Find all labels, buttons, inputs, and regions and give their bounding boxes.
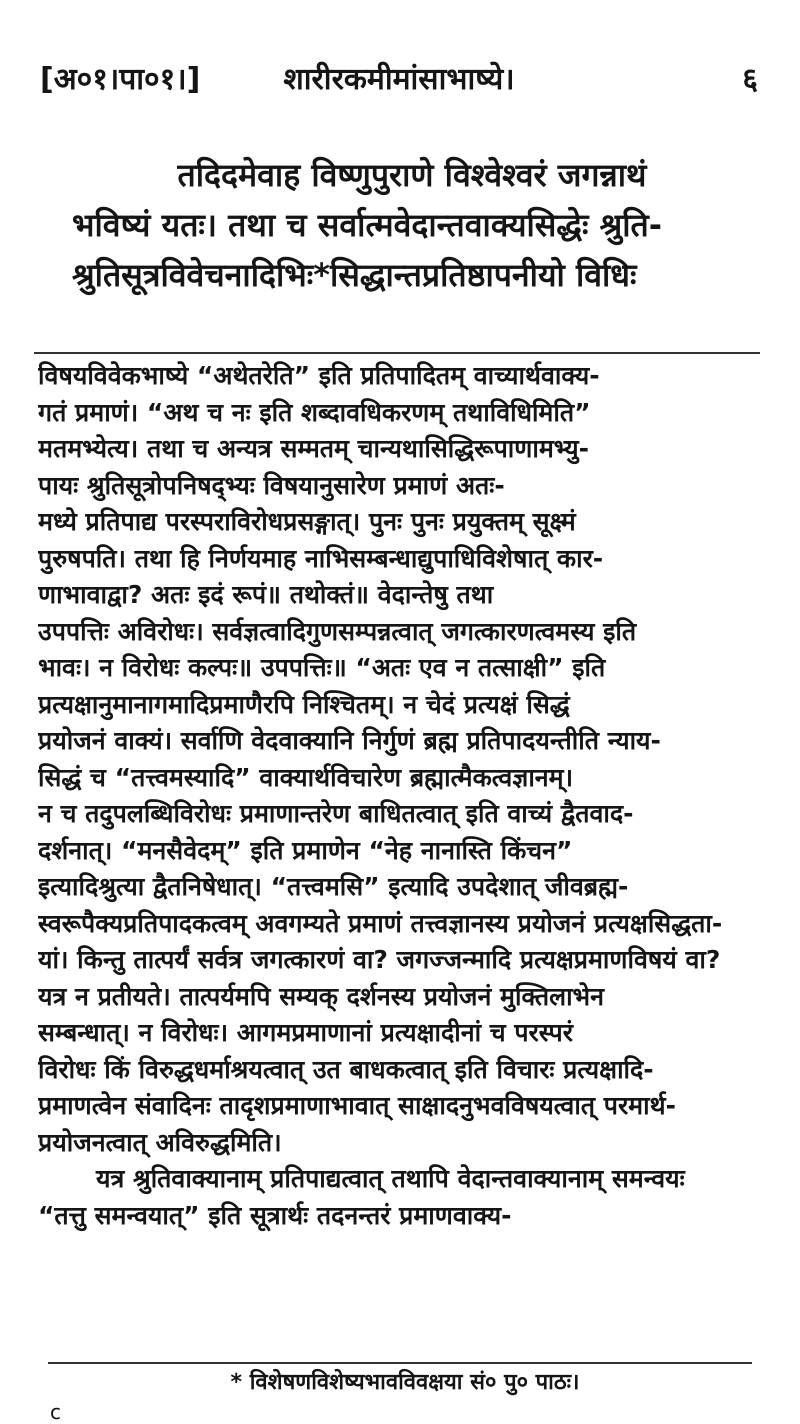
commentary-line: उपपत्तिः अविरोधः। सर्वज्ञत्वादिगुणसम्पन्नत्वात् जगत्कारणत्वमस्य इति <box>38 616 637 646</box>
commentary-line: भावः। न विरोधः कल्पः॥ उपपत्तिः॥ “अतः एव न तत्साक्षी” इति <box>38 653 606 682</box>
verse-line: तदिदमेवाह विष्णुपुराणे विश्वेश्वरं जगन्नाथं <box>177 156 647 194</box>
footnote-divider <box>48 1362 752 1364</box>
running-title: शारीरकमीमांसाभाष्ये। <box>283 62 515 97</box>
verse-block <box>72 150 752 300</box>
commentary-line: यत्र न प्रतीयते। तात्पर्यमपि सम्यक् दर्शनस्य प्रयोजनं मुक्तिलाभेन <box>38 981 605 1011</box>
commentary-line: विषयविवेकभाष्ये “अथेतरेति” इति प्रतिपादितम् वाच्यार्थवाक्य- <box>38 361 600 390</box>
verse-line: भविष्यं यतः। तथा च सर्वात्मवेदान्तवाक्यसिद्धेः श्रुति- <box>72 206 663 244</box>
commentary-line: पुरुषपति। तथा हि निर्णयमाह नाभिसम्बन्धाद्युपाधिविशेषात् कार- <box>38 543 604 573</box>
verse-line: श्रुतिसूत्रविवेचनादिभिः*सिद्धान्तप्रतिष्ठापनीयो विधिः <box>72 256 637 294</box>
commentary-line: प्रमाणत्वेन संवादिनः तादृशप्रमाणाभावात् साक्षादनुभवविषयत्वात् परमार्थ- <box>38 1091 676 1120</box>
commentary-block <box>38 358 762 1234</box>
commentary-line: दर्शनात्। “मनसैवेदम्” इति प्रमाणेन “नेह नानास्ति किंचन” <box>38 835 573 865</box>
commentary-line: प्रयोजनं वाक्यं। सर्वाणि वेदवाक्यानि निर्गुणं ब्रह्म प्रतिपादयन्तीति न्याय- <box>38 726 661 755</box>
commentary-line: गतं प्रमाणं। “अथ च नः इति शब्दावधिकरणम् तथाविधिमिति” <box>38 397 591 427</box>
footnote: * विशेषणविशेष्यभावविवक्षया सं० पु० पाठः। <box>230 1370 580 1395</box>
page-header <box>40 50 758 110</box>
commentary-line: “तत्तु समन्वयात्” इति सूत्रार्थः तदनन्तरं प्रमाणवाक्य- <box>38 1200 512 1230</box>
commentary-line: प्रयोजनत्वात् अविरुद्धमिति। <box>38 1127 282 1157</box>
commentary-line: इत्यादिश्रुत्या द्वैतनिषेधात्। “तत्त्वमसि” इत्यादि उपदेशात् जीवब्रह्म- <box>38 872 629 901</box>
commentary-line: न च तदुपलब्धिविरोधः प्रमाणान्तरेण बाधितत्वात् इति वाच्यं द्वैतवाद- <box>38 799 634 828</box>
section-divider <box>34 352 760 354</box>
commentary-line: णाभावाद्वा? अतः इदं रूपं॥ तथोक्तं॥ वेदान्तेषु तथा <box>38 580 494 609</box>
commentary-line: सम्बन्धात्। न विरोधः। आगमप्रमाणानां प्रत्यक्षादीनां च परस्परं <box>38 1018 573 1047</box>
commentary-line: यां। किन्तु तात्पर्यं सर्वत्र जगत्कारणं वा? जगज्जन्मादि प्रत्यक्षप्रमाणविषयं वा? <box>38 945 721 974</box>
commentary-line: यत्र श्रुतिवाक्यानाम् प्रतिपाद्यत्वात् तथापि वेदान्तवाक्यानाम् समन्वयः <box>96 1164 685 1193</box>
section-reference: [अ०१।पा०१।] <box>40 62 201 97</box>
commentary-line: विरोधः किं विरुद्धधर्माश्रयत्वात् उत बाधकत्वात् इति विचारः प्रत्यक्षादि- <box>38 1054 654 1084</box>
signature-mark: c <box>50 1400 61 1424</box>
page-number: ६ <box>742 62 758 97</box>
commentary-line: प्रत्यक्षानुमानागमादिप्रमाणैरपि निश्चितम्। न चेदं प्रत्यक्षं सिद्धं <box>38 689 570 719</box>
commentary-line: स्वरूपैक्यप्रतिपादकत्वम् अवगम्यते प्रमाणं तत्त्वज्ञानस्य प्रयोजनं प्रत्यक्षसिद्धता- <box>38 908 723 938</box>
commentary-line: मध्ये प्रतिपाद्य परस्पराविरोधप्रसङ्गात्। पुनः पुनः प्रयुक्तम् सूक्ष्मं <box>38 507 576 536</box>
commentary-line: पायः श्रुतिसूत्रोपनिषद्भ्यः विषयानुसारेण प्रमाणं अतः- <box>38 470 505 500</box>
commentary-line: सिद्धं च “तत्त्वमस्यादि” वाक्यार्थविचारेण ब्रह्मात्मैकत्वज्ञानम्। <box>38 762 574 792</box>
commentary-line: मतमभ्येत्य। तथा च अन्यत्र सम्मतम् चान्यथासिद्धिरूपाणामभ्यु- <box>38 434 590 463</box>
